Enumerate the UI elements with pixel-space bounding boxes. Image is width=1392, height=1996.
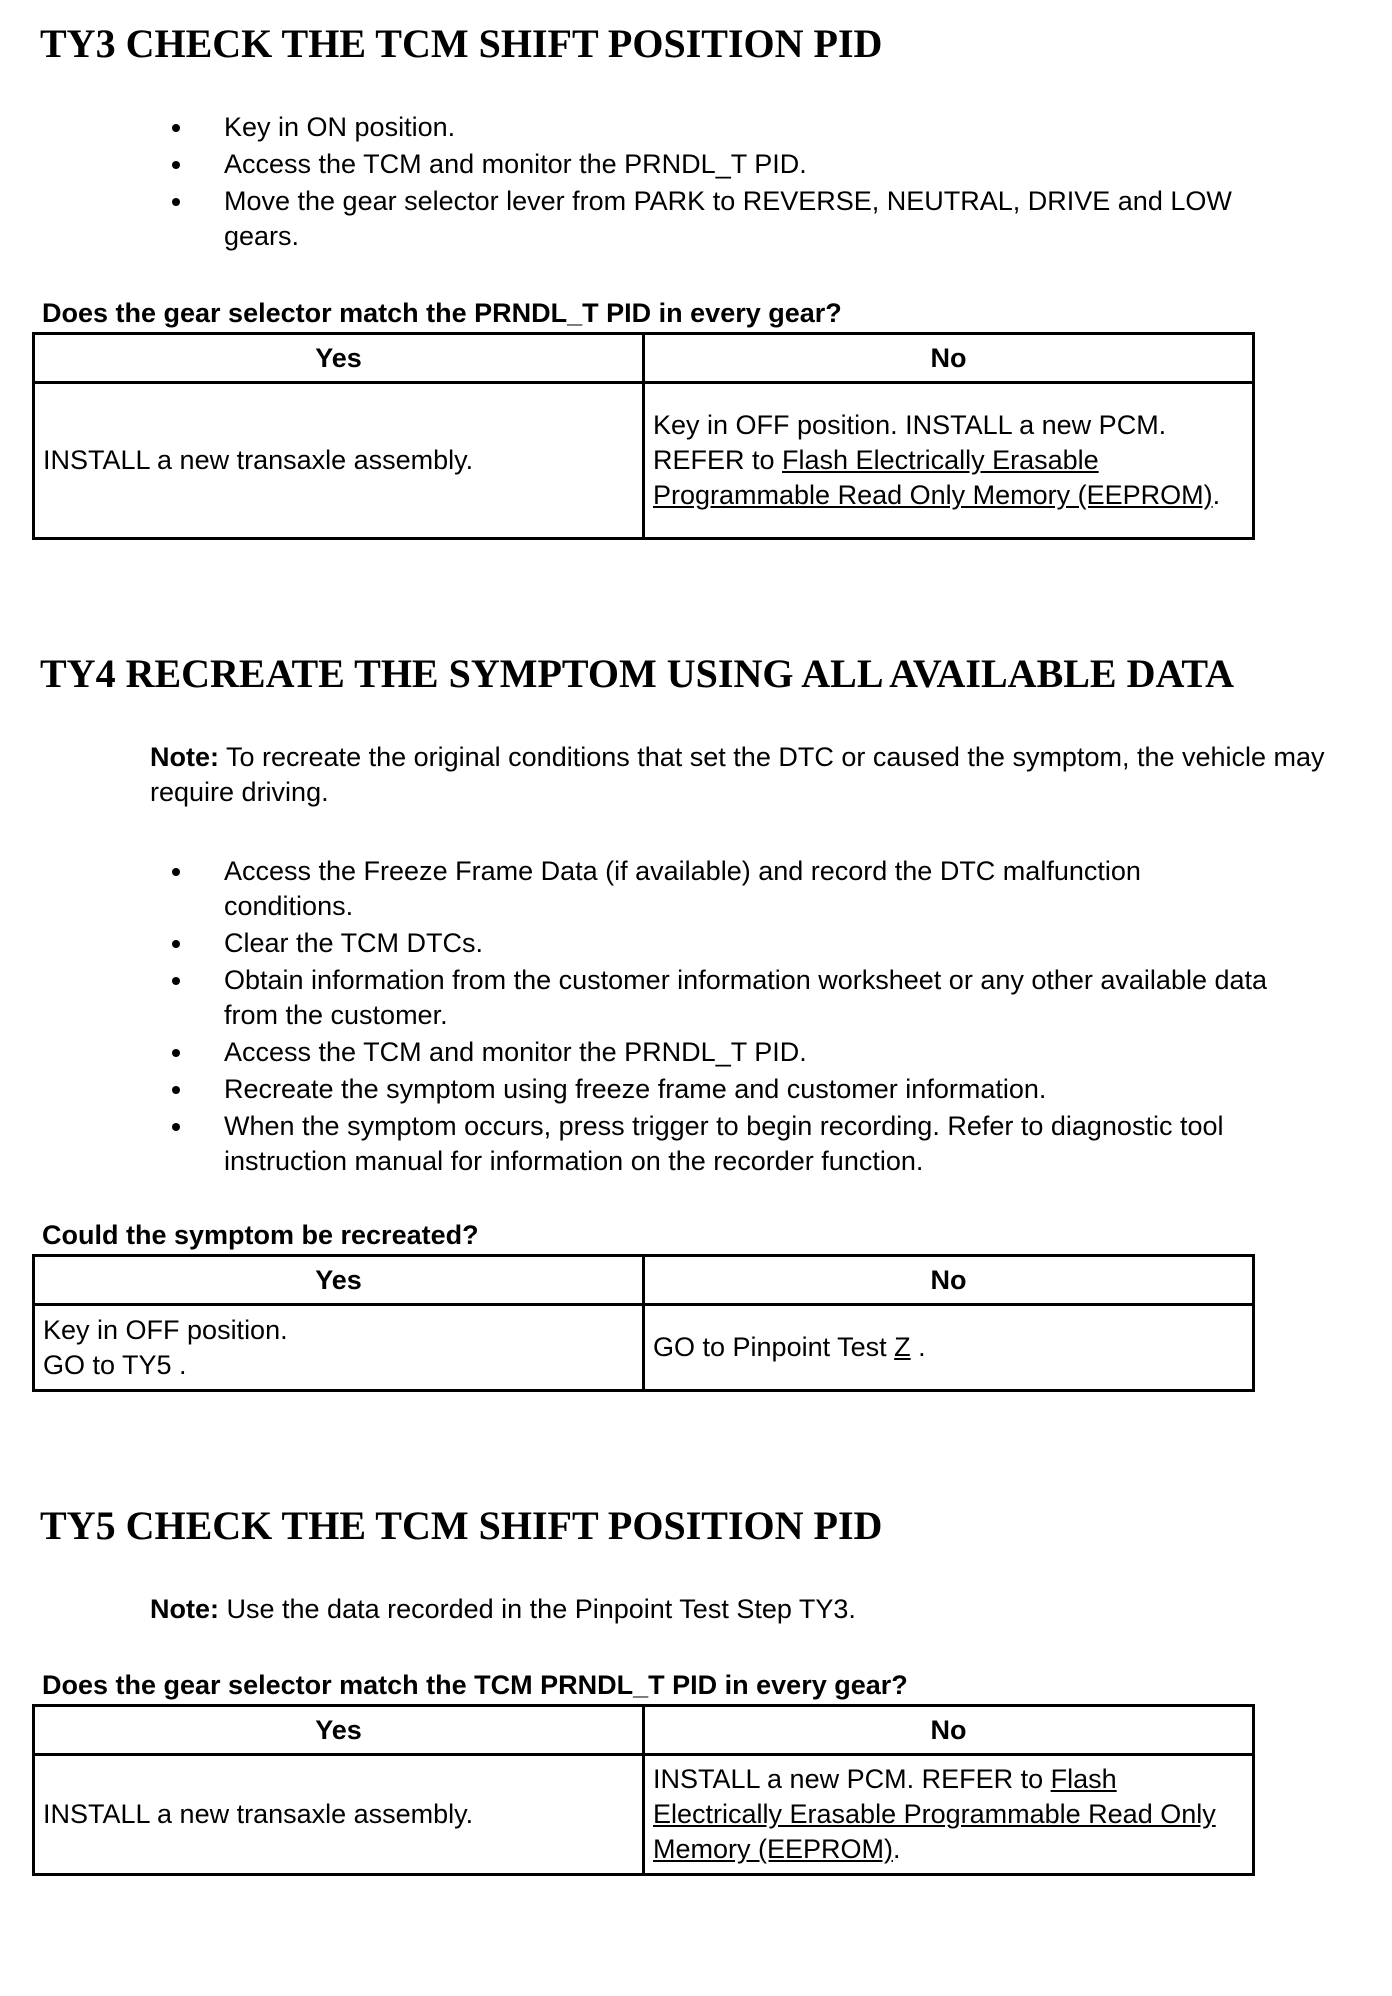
no-cell [644,1755,1254,1875]
no-header: No [644,1256,1254,1305]
no-cell-suffix: . [1212,480,1221,510]
ty3-question: Does the gear selector match the PRNDL_T PID in every gear? [42,298,842,328]
note-label: Note: [150,742,219,772]
yes-cell: INSTALL a new transaxle assembly. [34,1755,644,1875]
yes-header: Yes [34,1256,644,1305]
no-cell-suffix: . [910,1332,926,1362]
list-item: Recreate the symptom using freeze frame and customer information. [150,1072,1350,1107]
eeprom-link[interactable]: Flash Electrically Erasable Programmable Read Only Memory (EEPROM) [653,1764,1216,1864]
list-item: When the symptom occurs, press trigger to begin recording. Refer to diagnostic tool instruction manual for information on the recorder function. [150,1109,1350,1179]
no-cell [644,1305,1254,1391]
ty3-decision-table [32,332,1255,540]
ty5-note [150,1592,1330,1627]
ty4-note [150,740,1330,810]
no-header: No [644,1706,1254,1755]
ty5-question: Does the gear selector match the TCM PRNDL_T PID in every gear? [42,1670,908,1700]
no-cell-text: INSTALL a new PCM. REFER to [653,1764,1051,1794]
ty5-decision-table [32,1704,1255,1876]
ty4-bullet-list [150,854,1350,1181]
ty4-question: Could the symptom be recreated? [42,1220,479,1250]
yes-line-1: Key in OFF position. [43,1314,288,1345]
note-label: Note: [150,1594,219,1624]
no-cell-text: GO to Pinpoint Test [653,1332,895,1362]
yes-header: Yes [34,1706,644,1755]
list-item: Access the TCM and monitor the PRNDL_T PID. [150,147,1350,182]
list-item: Access the Freeze Frame Data (if available) and record the DTC malfunction conditions. [150,854,1350,924]
list-item: Clear the TCM DTCs. [150,926,1350,961]
list-item: Obtain information from the customer information worksheet or any other available data from the customer. [150,963,1350,1033]
ty4-decision-table [32,1254,1255,1392]
no-cell [644,383,1254,539]
yes-header: Yes [34,334,644,383]
no-cell-text: Key in OFF position. INSTALL a new PCM. REFER to [653,410,1167,475]
list-item: Move the gear selector lever from PARK to REVERSE, NEUTRAL, DRIVE and LOW gears. [150,184,1350,254]
pinpoint-test-z-link[interactable]: Z [894,1332,911,1362]
ty3-heading: TY3 CHECK THE TCM SHIFT POSITION PID [40,21,883,66]
ty4-heading: TY4 RECREATE THE SYMPTOM USING ALL AVAILABLE DATA [40,651,1235,696]
note-text: Use the data recorded in the Pinpoint Test Step TY3. [219,1594,856,1624]
yes-line-2: GO to TY5 . [43,1349,187,1380]
ty3-bullet-list [150,110,1350,256]
no-cell-suffix: . [893,1834,901,1864]
yes-cell [34,1305,644,1391]
yes-cell: INSTALL a new transaxle assembly. [34,383,644,539]
no-header: No [644,334,1254,383]
list-item: Access the TCM and monitor the PRNDL_T PID. [150,1035,1350,1070]
ty5-heading: TY5 CHECK THE TCM SHIFT POSITION PID [40,1503,883,1548]
note-text: To recreate the original conditions that set the DTC or caused the symptom, the vehicle may require driving. [150,742,1325,807]
eeprom-link[interactable]: Flash Electrically Erasable Programmable Read Only Memory (EEPROM) [653,445,1213,510]
list-item: Key in ON position. [150,110,1350,145]
